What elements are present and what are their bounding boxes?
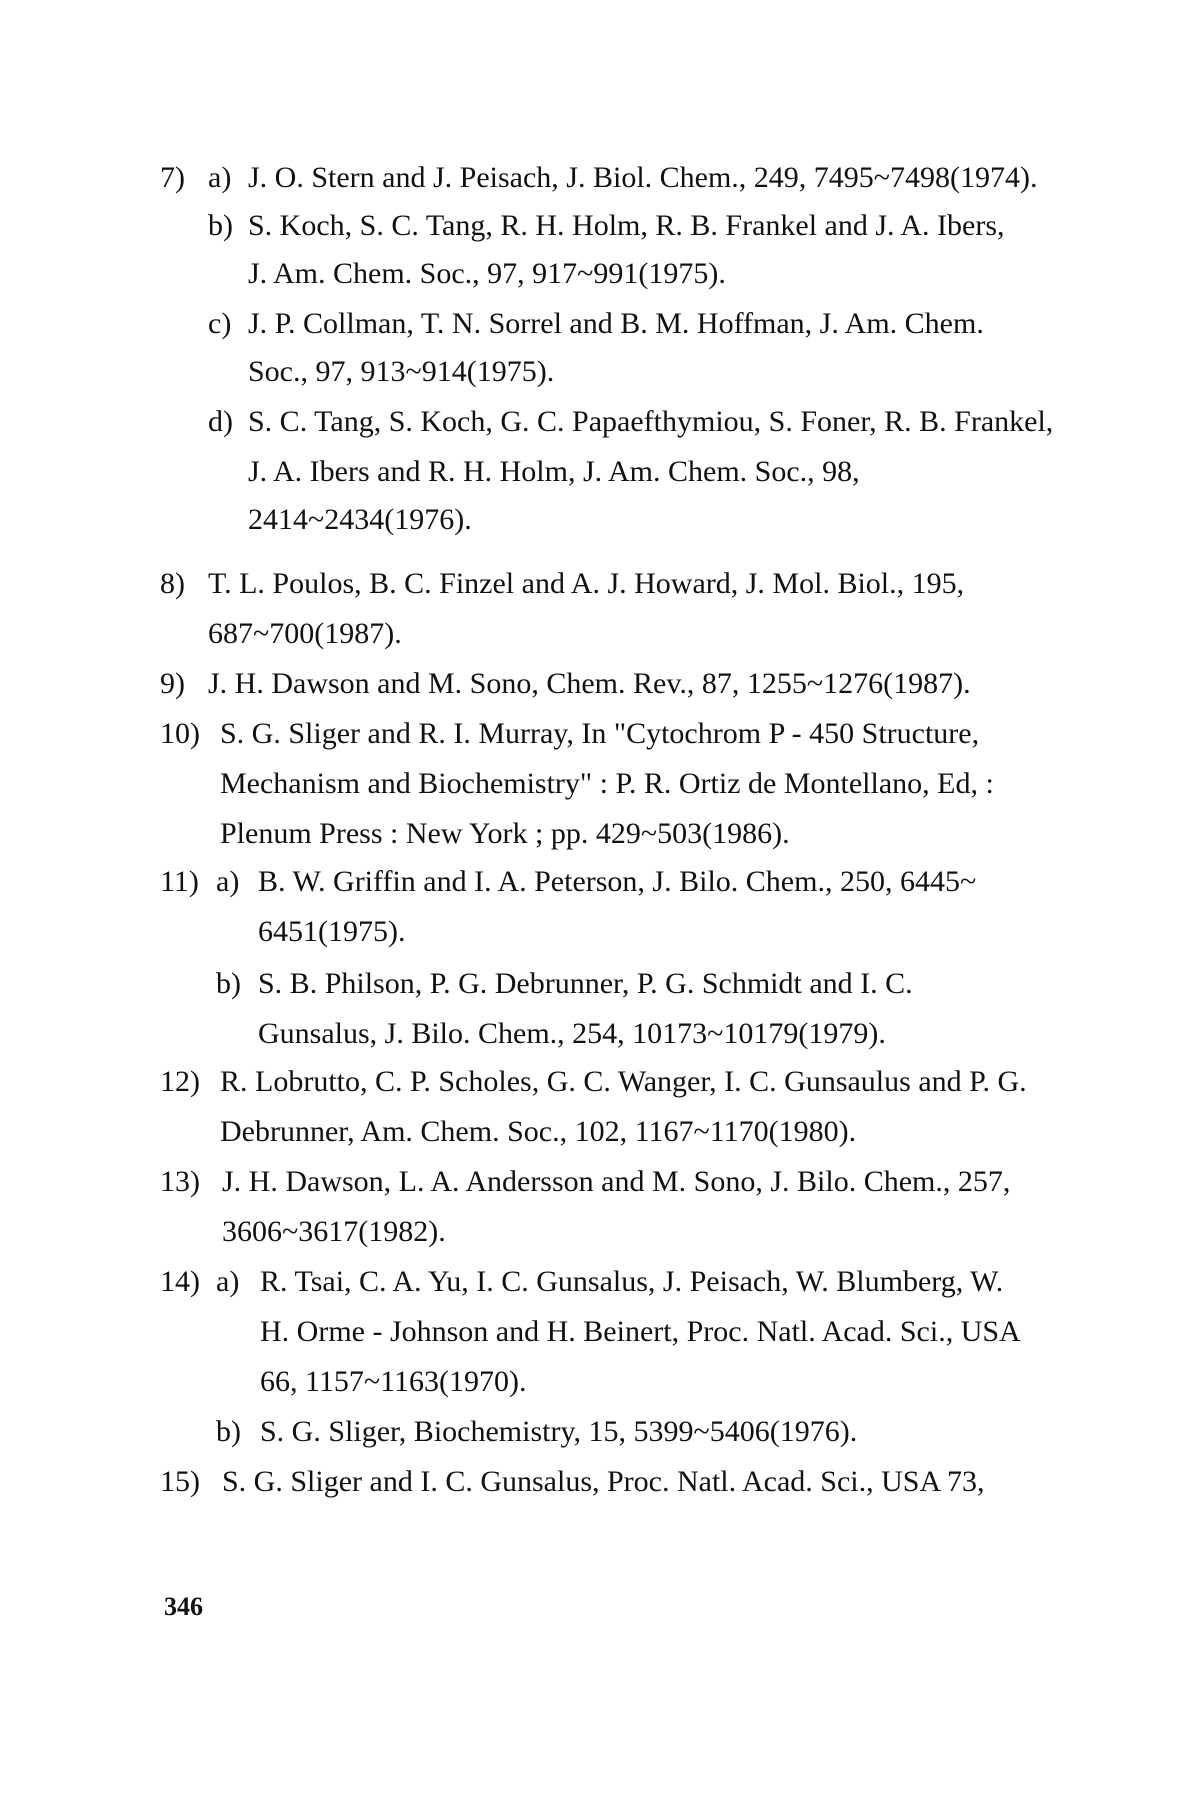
reference-line: Mechanism and Biochemistry" : P. R. Ortiz de Montellano, Ed, : (220, 767, 994, 800)
reference-line: J. H. Dawson and M. Sono, Chem. Rev., 87, 1255~1276(1987). (208, 667, 971, 700)
sub-label: b) (208, 209, 233, 242)
reference-line: R. Lobrutto, C. P. Scholes, G. C. Wanger, I. C. Gunsaulus and P. G. (220, 1065, 1027, 1098)
reference-number: 7) (160, 161, 185, 194)
reference-number: 10) (160, 717, 200, 750)
reference-number: 14) (160, 1265, 200, 1298)
reference-number: 11) (160, 865, 199, 898)
reference-line: Debrunner, Am. Chem. Soc., 102, 1167~1170(1980). (220, 1115, 857, 1148)
reference-line: J. A. Ibers and R. H. Holm, J. Am. Chem. Soc., 98, (248, 455, 860, 488)
reference-line: S. C. Tang, S. Koch, G. C. Papaefthymiou, S. Foner, R. B. Frankel, (248, 405, 1054, 438)
reference-line: Soc., 97, 913~914(1975). (248, 355, 555, 388)
reference-line: 687~700(1987). (208, 617, 402, 650)
reference-line: 6451(1975). (258, 915, 406, 948)
reference-line: H. Orme - Johnson and H. Beinert, Proc. Natl. Acad. Sci., USA (260, 1315, 1021, 1348)
reference-line: 3606~3617(1982). (222, 1215, 446, 1248)
sub-label: a) (216, 865, 240, 898)
reference-line: S. G. Sliger and R. I. Murray, In "Cytochrom P - 450 Structure, (220, 717, 980, 750)
sub-label: b) (216, 1415, 241, 1448)
reference-line: J. O. Stern and J. Peisach, J. Biol. Chem., 249, 7495~7498(1974). (248, 161, 1038, 194)
reference-line: J. Am. Chem. Soc., 97, 917~991(1975). (248, 257, 726, 290)
reference-line: T. L. Poulos, B. C. Finzel and A. J. Howard, J. Mol. Biol., 195, (208, 567, 965, 600)
sub-label: a) (208, 161, 232, 194)
reference-line: 2414~2434(1976). (248, 503, 472, 536)
reference-line: J. H. Dawson, L. A. Andersson and M. Sono, J. Bilo. Chem., 257, (222, 1165, 1011, 1198)
reference-line: S. Koch, S. C. Tang, R. H. Holm, R. B. Frankel and J. A. Ibers, (248, 209, 1005, 242)
reference-line: S. B. Philson, P. G. Debrunner, P. G. Schmidt and I. C. (258, 967, 913, 1000)
reference-number: 12) (160, 1065, 200, 1098)
reference-line: Gunsalus, J. Bilo. Chem., 254, 10173~10179(1979). (258, 1017, 886, 1050)
sub-label: a) (216, 1265, 240, 1298)
sub-label: b) (216, 967, 241, 1000)
reference-line: S. G. Sliger and I. C. Gunsalus, Proc. Natl. Acad. Sci., USA 73, (222, 1465, 985, 1498)
sub-label: c) (208, 307, 232, 340)
reference-number: 15) (160, 1465, 200, 1498)
reference-line: Plenum Press : New York ; pp. 429~503(1986). (220, 817, 790, 850)
reference-line: J. P. Collman, T. N. Sorrel and B. M. Hoffman, J. Am. Chem. (248, 307, 984, 340)
reference-number: 9) (160, 667, 185, 700)
reference-number: 8) (160, 567, 185, 600)
reference-number: 13) (160, 1165, 200, 1198)
reference-line: S. G. Sliger, Biochemistry, 15, 5399~5406(1976). (260, 1415, 858, 1448)
reference-line: R. Tsai, C. A. Yu, I. C. Gunsalus, J. Peisach, W. Blumberg, W. (260, 1265, 1004, 1298)
reference-line: B. W. Griffin and I. A. Peterson, J. Bilo. Chem., 250, 6445~ (258, 865, 977, 898)
page-number: 346 (164, 1592, 203, 1621)
reference-line: 66, 1157~1163(1970). (260, 1365, 527, 1398)
sub-label: d) (208, 405, 233, 438)
